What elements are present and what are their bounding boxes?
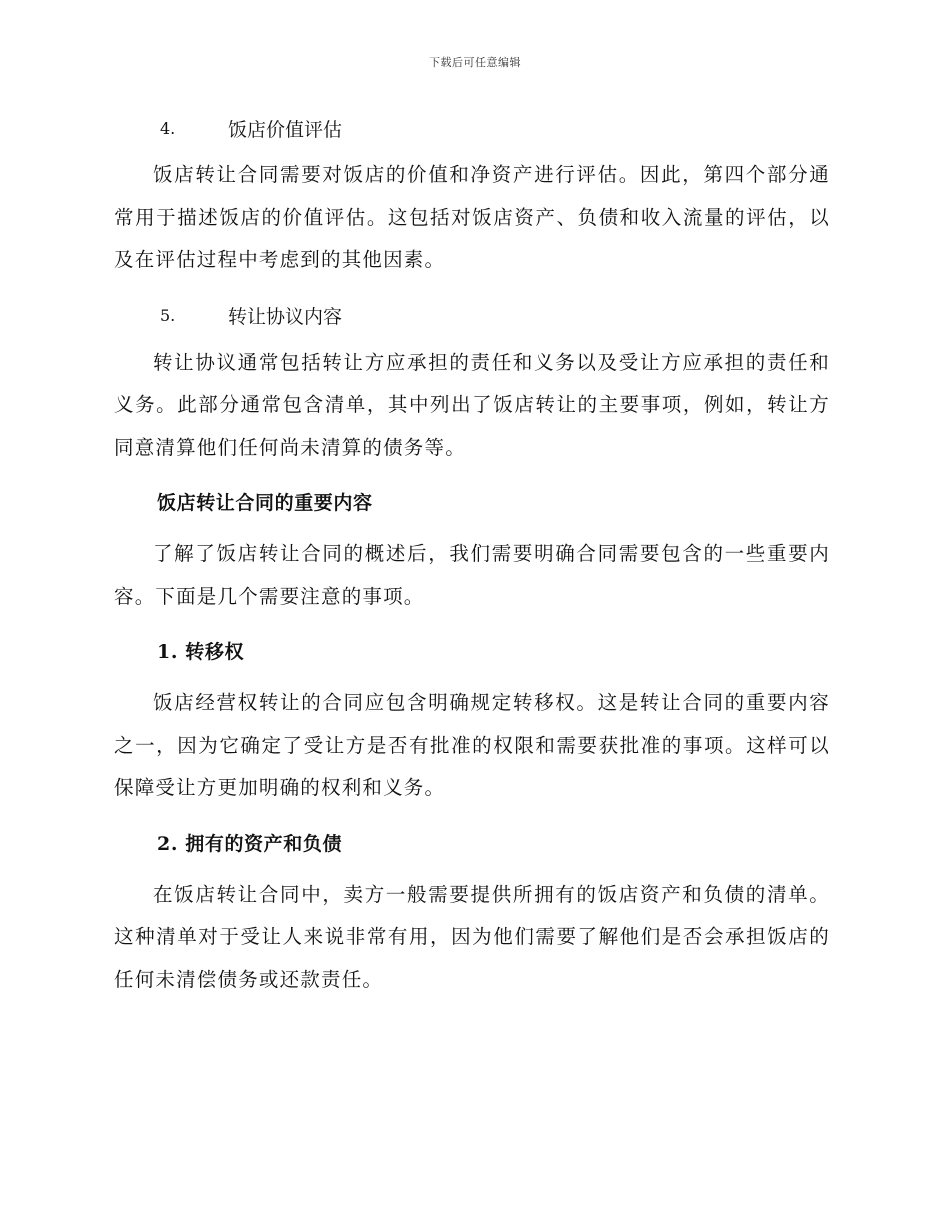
section-5-number: 5. xyxy=(160,306,176,325)
section-4-paragraph: 饭店转让合同需要对饭店的价值和净资产进行评估。因此，第四个部分通常用于描述饭店的价值评估。这包括对饭店资产、负债和收入流量的评估，以及在评估过程中考虑到的其他因素。 xyxy=(114,163,830,271)
section-5-paragraph: 转让协议通常包括转让方应承担的责任和义务以及受让方应承担的责任和义务。此部分通常包含清单，其中列出了饭店转让的主要事项，例如，转让方同意清算他们任何尚未清算的债务等。 xyxy=(114,350,830,459)
section-5-heading xyxy=(114,296,830,336)
page-header: 下载后可任意编辑 xyxy=(429,56,521,69)
item-2-heading: 2. 拥有的资产和负债 xyxy=(157,832,343,855)
section-5-title: 转让协议内容 xyxy=(228,306,343,328)
section-4-title: 饭店价值评估 xyxy=(228,118,343,141)
document-body xyxy=(114,108,830,1015)
important-content-heading: 饭店转让合同的重要内容 xyxy=(157,492,373,514)
item-2-paragraph: 在饭店转让合同中，卖方一般需要提供所拥有的饭店资产和负债的清单。这种清单对于受让人来说非常有用，因为他们需要了解他们是否会承担饭店的任何未清偿债务或还款责任。 xyxy=(114,882,830,991)
item-1-heading: 1. 转移权 xyxy=(157,641,245,663)
item-1-paragraph: 饭店经营权转让的合同应包含明确规定转移权。这是转让合同的重要内容之一，因为它确定了受让方是否有批准的权限和需要获批准的事项。这样可以保障受让方更加明确的权利和义务。 xyxy=(114,691,830,799)
section-4-heading xyxy=(114,108,830,148)
important-content-paragraph: 了解了饭店转让合同的概述后，我们需要明确合同需要包含的一些重要内容。下面是几个需要注意的事项。 xyxy=(114,542,830,608)
section-4-number: 4. xyxy=(160,118,176,138)
